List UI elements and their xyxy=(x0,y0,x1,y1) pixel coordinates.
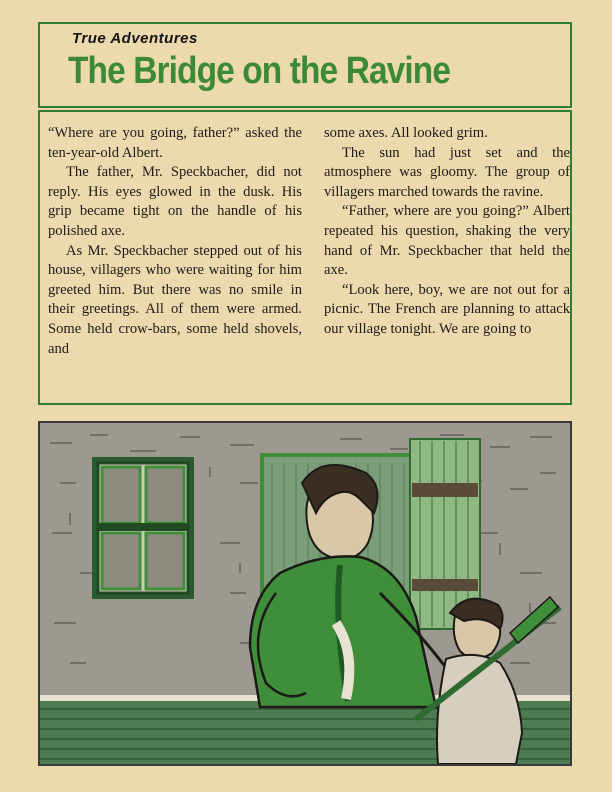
paragraph: “Father, where are you going?” Albert repeated his question, shaking the very hand of Mr. Speckbacher that held the axe. xyxy=(324,203,570,279)
paragraph: As Mr. Speckbacher stepped out of his house, villagers who were waiting for him greeted him. But there was no smile in their greetings. All of them were armed. Some held crow-bars, some held shovels, and xyxy=(48,242,302,357)
paragraph: “Look here, boy, we are not out for a picnic. The French are planning to attack our village tonight. We are going to xyxy=(324,281,570,337)
section-kicker: True Adventures xyxy=(72,30,198,47)
story-illustration xyxy=(38,421,572,766)
window xyxy=(92,457,194,599)
header-box xyxy=(38,22,572,108)
paragraph: The sun had just set and the atmosphere was gloomy. The group of villagers marched towards the ravine. xyxy=(324,144,570,200)
paragraph: some axes. All looked grim. xyxy=(324,125,488,141)
paragraph: The father, Mr. Speckbacher, did not reply. His eyes glowed in the dusk. His grip became tight on the handle of his polished axe. xyxy=(48,164,302,239)
story-column-right xyxy=(324,124,570,340)
paragraph: “Where are you going, father?” asked the ten-year-old Albert. xyxy=(48,125,302,161)
story-title: The Bridge on the Ravine xyxy=(68,50,451,92)
story-box xyxy=(38,110,572,405)
illustration-art xyxy=(40,423,570,764)
story-column-left xyxy=(48,124,302,359)
